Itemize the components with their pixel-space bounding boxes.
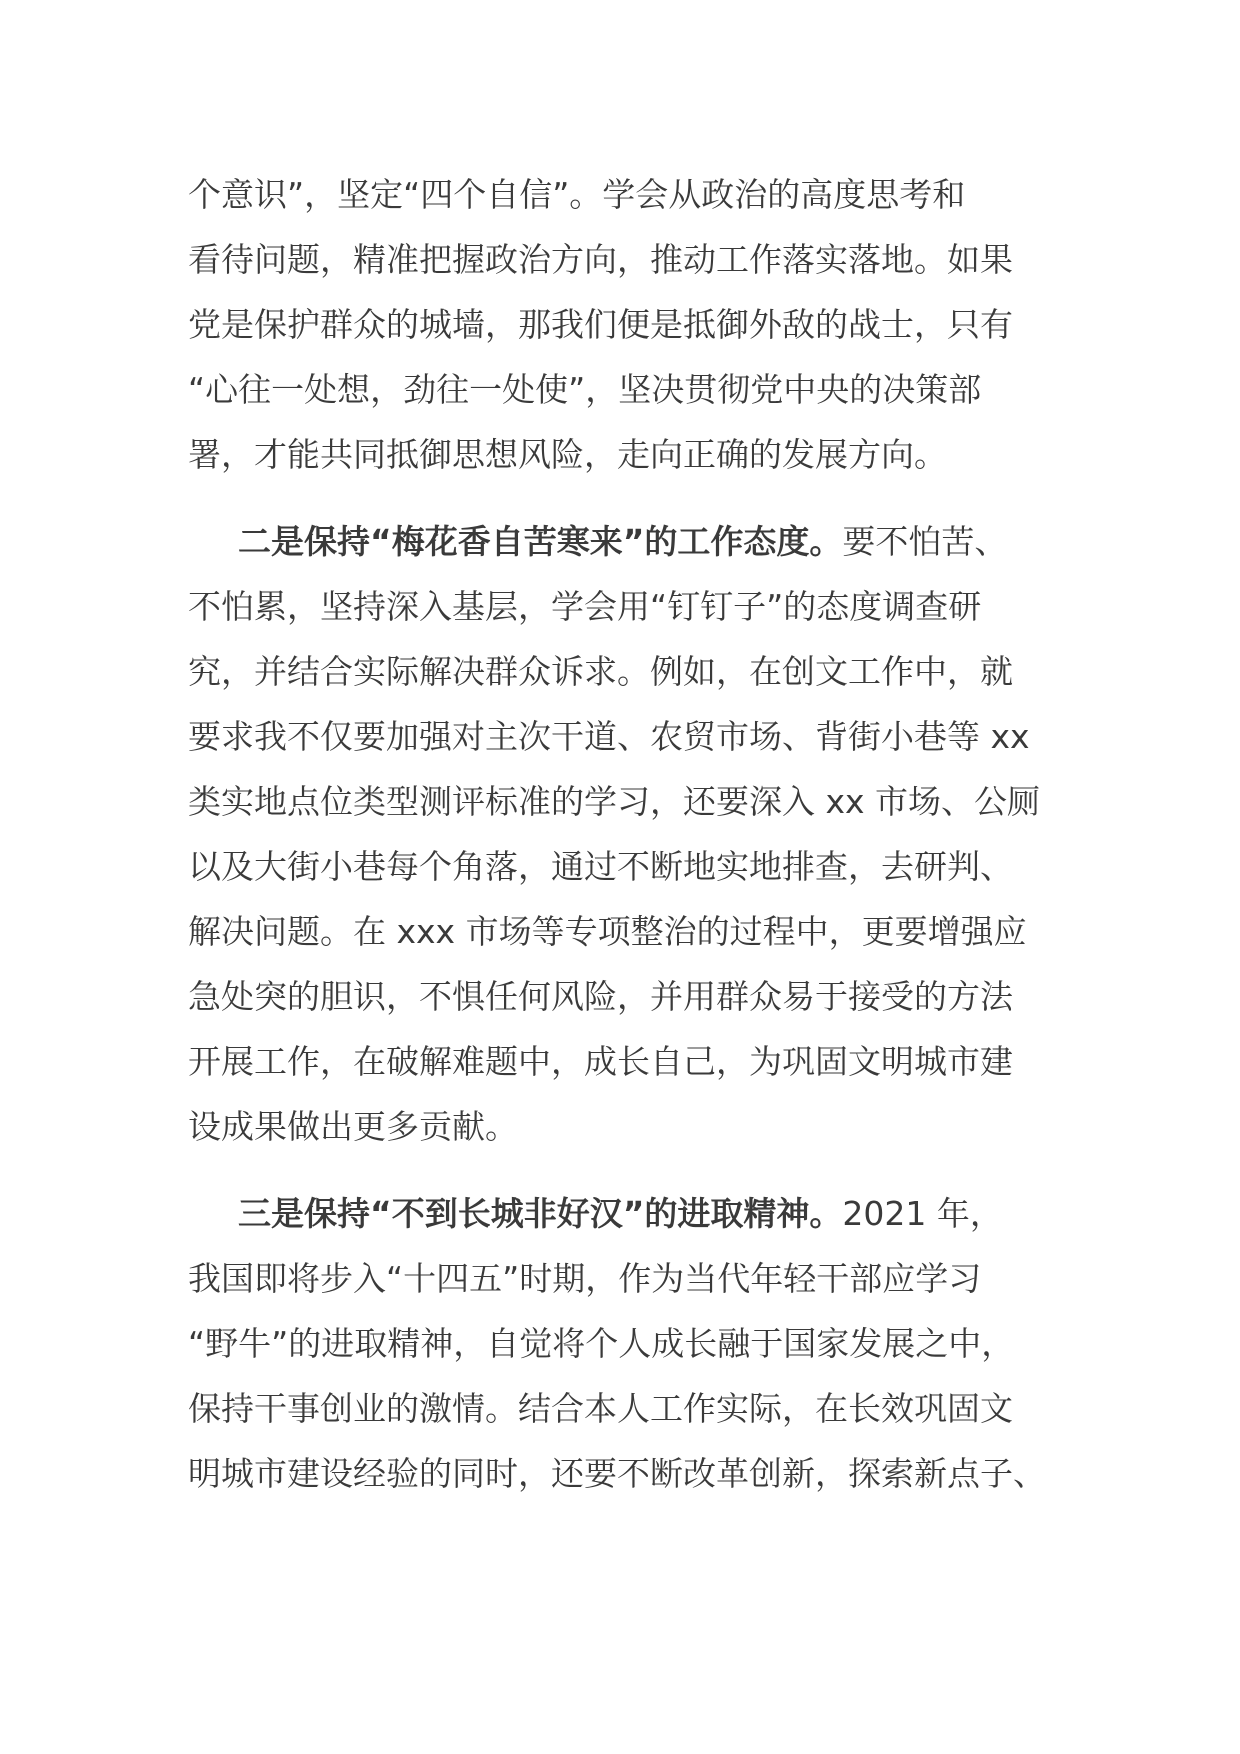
paragraph-heading: 三是保持“不到长城非好汉”的进取精神。 — [238, 1194, 843, 1233]
paragraph-spacer — [188, 1159, 1068, 1181]
paragraph-first-line-text: 要不怕苦、 — [842, 522, 1008, 561]
paragraph-heading: 二是保持“梅花香自苦寒来”的工作态度。 — [238, 522, 843, 561]
paragraph-line: 保持干事创业的激情。结合本人工作实际，在长效巩固文 — [188, 1389, 1013, 1428]
paragraph-line: 我国即将步入“十四五”时期，作为当代年轻干部应学习 — [188, 1259, 982, 1298]
paragraph-line: 究，并结合实际解决群众诉求。例如，在创文工作中，就 — [188, 652, 1013, 691]
paragraph-1 — [188, 162, 1068, 487]
paragraph-line: 急处突的胆识，不惧任何风险，并用群众易于接受的方法 — [188, 977, 1013, 1016]
paragraph-line: 以及大街小巷每个角落，通过不断地实地排查，去研判、 — [188, 847, 1013, 886]
paragraph-line: 不怕累，坚持深入基层，学会用“钉钉子”的态度调查研 — [188, 587, 982, 626]
paragraph-line: 个意识”，坚定“四个自信”。学会从政治的高度思考和 — [188, 175, 966, 214]
paragraph-first-line — [188, 509, 1068, 574]
document-body — [188, 162, 1068, 1506]
paragraph-line: 设成果做出更多贡献。 — [188, 1107, 518, 1146]
paragraph-spacer — [188, 487, 1068, 509]
paragraph-line: 类实地点位类型测评标准的学习，还要深入 xx 市场、公厕 — [188, 782, 1041, 821]
paragraph-line: 开展工作，在破解难题中，成长自己，为巩固文明城市建 — [188, 1042, 1013, 1081]
paragraph-2 — [188, 509, 1068, 1159]
paragraph-line: “心往一处想，劲往一处使”，坚决贯彻党中央的决策部 — [188, 370, 982, 409]
paragraph-line: 要求我不仅要加强对主次干道、农贸市场、背街小巷等 xx — [188, 717, 1030, 756]
paragraph-line: 解决问题。在 xxx 市场等专项整治的过程中，更要增强应 — [188, 912, 1027, 951]
paragraph-line: 看待问题，精准把握政治方向，推动工作落实落地。如果 — [188, 240, 1013, 279]
paragraph-first-line-text: 2021 年， — [842, 1194, 1003, 1233]
paragraph-line: 署，才能共同抵御思想风险，走向正确的发展方向。 — [188, 435, 947, 474]
paragraph-first-line — [188, 1181, 1068, 1246]
paragraph-3 — [188, 1181, 1068, 1506]
paragraph-line: 党是保护群众的城墙，那我们便是抵御外敌的战士，只有 — [188, 305, 1013, 344]
paragraph-line: “野牛”的进取精神，自觉将个人成长融于国家发展之中， — [188, 1324, 1015, 1363]
paragraph-line: 明城市建设经验的同时，还要不断改革创新，探索新点子、 — [188, 1454, 1046, 1493]
